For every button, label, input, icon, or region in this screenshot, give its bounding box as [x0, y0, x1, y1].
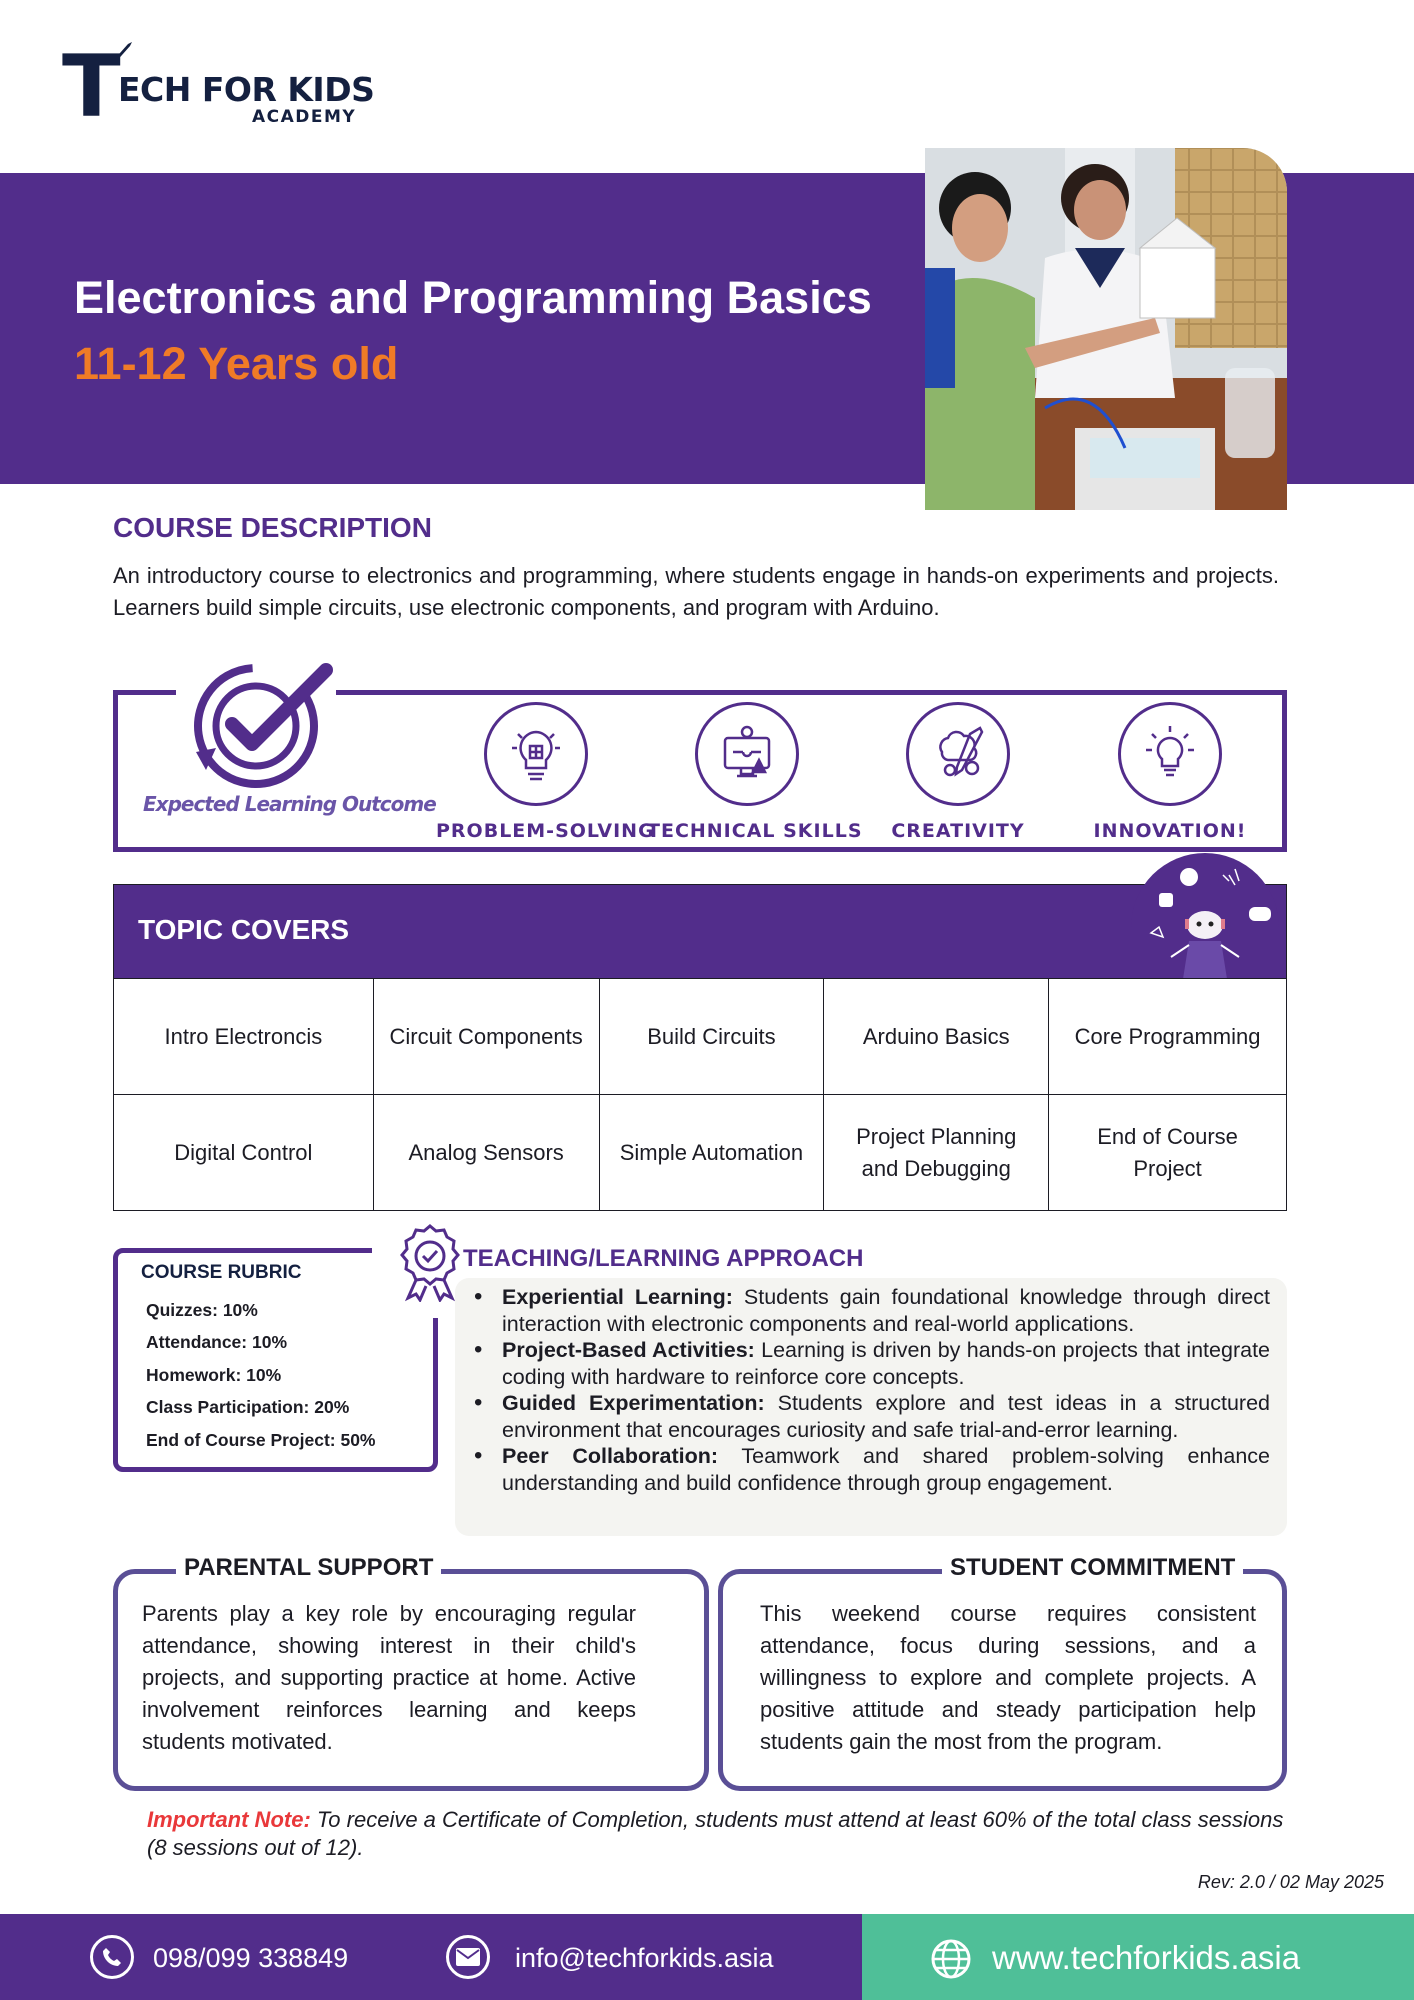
robot-illustration [1131, 853, 1279, 979]
important-note-label: Important Note: [147, 1807, 311, 1832]
logo-wordmark: ECH FOR KIDS [118, 70, 375, 109]
rubric-item: End of Course Project: 50% [146, 1430, 376, 1450]
parental-support-text: Parents play a key role by encouraging regular attendance, showing interest in their child's projects, and supporting practice at home. Active involvement reinforces learning and keeps students motivated. [142, 1601, 636, 1754]
skill-technical-skills [647, 702, 863, 842]
approach-text: Learning is driven by hands-on projects that integrate coding with hardware to reinforce core concepts. [502, 1338, 1270, 1389]
topic-cell: Analog Sensors [373, 1095, 599, 1211]
student-commitment-text: This weekend course requires consistent attendance, focus during sessions, and a willingness to explore and complete projects. A positive attitude and steady participation help students gain the most from the program. [760, 1601, 1256, 1754]
skill-problem-solving [436, 702, 655, 842]
revision-info: Rev: 2.0 / 02 May 2025 [1197, 1872, 1384, 1892]
checkmark-badge-icon [186, 660, 336, 790]
topic-cell: Intro Electroncis [114, 979, 374, 1095]
rubric-item: Class Participation: 20% [146, 1397, 350, 1417]
logo [62, 37, 382, 137]
rubric-title: COURSE RUBRIC [141, 1262, 302, 1283]
course-title: Electronics and Programming Basics [74, 272, 872, 323]
age-range: 11-12 Years old [74, 338, 399, 389]
hero-photo [925, 148, 1287, 510]
footer-email[interactable]: info@techforkids.asia [515, 1943, 774, 1973]
student-commitment-heading: STUDENT COMMITMENT [942, 1554, 1243, 1582]
table-row [114, 1095, 1287, 1211]
globe-icon [930, 1938, 972, 1980]
course-description-heading: COURSE DESCRIPTION [113, 512, 432, 543]
important-note-text: To receive a Certificate of Completion, students must attend at least 60% of the total class sessions (8 sessions out of 12). [147, 1807, 1284, 1860]
list-item [474, 1443, 1270, 1496]
skill-label: PROBLEM-SOLVING [436, 820, 655, 842]
approach-term: Experiential Learning: [502, 1285, 733, 1309]
teaching-approach-heading: TEACHING/LEARNING APPROACH [463, 1245, 864, 1272]
approach-term: Peer Collaboration: [502, 1444, 719, 1468]
topic-cell: End of Course Project [1049, 1095, 1287, 1211]
skill-innovation [1070, 702, 1270, 842]
lightbulb-puzzle-icon [484, 702, 588, 806]
skill-label: CREATIVITY [891, 820, 1025, 842]
rubric-item: Attendance: 10% [146, 1332, 288, 1352]
topic-cell: Arduino Basics [824, 979, 1049, 1095]
phone-icon [90, 1935, 134, 1979]
rubric-item: Quizzes: 10% [146, 1300, 258, 1320]
topic-cell: Project Planning and Debugging [824, 1095, 1049, 1211]
logo-subtitle: ACADEMY [252, 107, 357, 127]
logo-letter-t: T [62, 37, 117, 137]
skill-label: INNOVATION! [1093, 820, 1247, 842]
course-description-text: An introductory course to electronics and programming, where students engage in hands-on experiments and projects. Learners build simple circuits, use electronic components, and program with Arduino. [113, 563, 1279, 620]
parental-support-heading: PARENTAL SUPPORT [176, 1554, 441, 1582]
topic-cell: Build Circuits [599, 979, 824, 1095]
approach-text: Teamwork and shared problem-solving enhance understanding and build confidence through group engagement. [502, 1444, 1271, 1495]
footer-website[interactable]: www.techforkids.asia [992, 1939, 1301, 1976]
lightbulb-icon [1118, 702, 1222, 806]
skill-creativity [858, 702, 1058, 842]
teaching-approach-list [474, 1284, 1270, 1496]
topic-cell: Digital Control [114, 1095, 374, 1211]
important-note [147, 1806, 1287, 1862]
outcome-label: Expected Learning Outcome [143, 792, 436, 816]
topic-table [113, 978, 1287, 1211]
medal-icon [396, 1222, 464, 1302]
topic-cell: Simple Automation [599, 1095, 824, 1211]
table-row [114, 979, 1287, 1095]
topic-heading: TOPIC COVERS [138, 914, 350, 945]
list-item [474, 1390, 1270, 1443]
list-item [474, 1337, 1270, 1390]
topic-cell: Core Programming [1049, 979, 1287, 1095]
approach-text: Students gain foundational knowledge through direct interaction with electronic components and real-world applications. [502, 1285, 1270, 1336]
approach-text: Students explore and test ideas in a structured environment that encourages curiosity and safe trial-and-error learning. [502, 1391, 1270, 1442]
footer-phone[interactable]: 098/099 338849 [153, 1943, 349, 1973]
computer-gear-icon [695, 702, 799, 806]
brain-pencil-icon [906, 702, 1010, 806]
email-icon [446, 1935, 490, 1979]
rubric-item: Homework: 10% [146, 1365, 282, 1385]
skill-label: TECHNICAL SKILLS [647, 820, 863, 842]
topic-cell: Circuit Components [373, 979, 599, 1095]
approach-term: Guided Experimentation: [502, 1391, 765, 1415]
list-item [474, 1284, 1270, 1337]
approach-term: Project-Based Activities: [502, 1338, 755, 1362]
